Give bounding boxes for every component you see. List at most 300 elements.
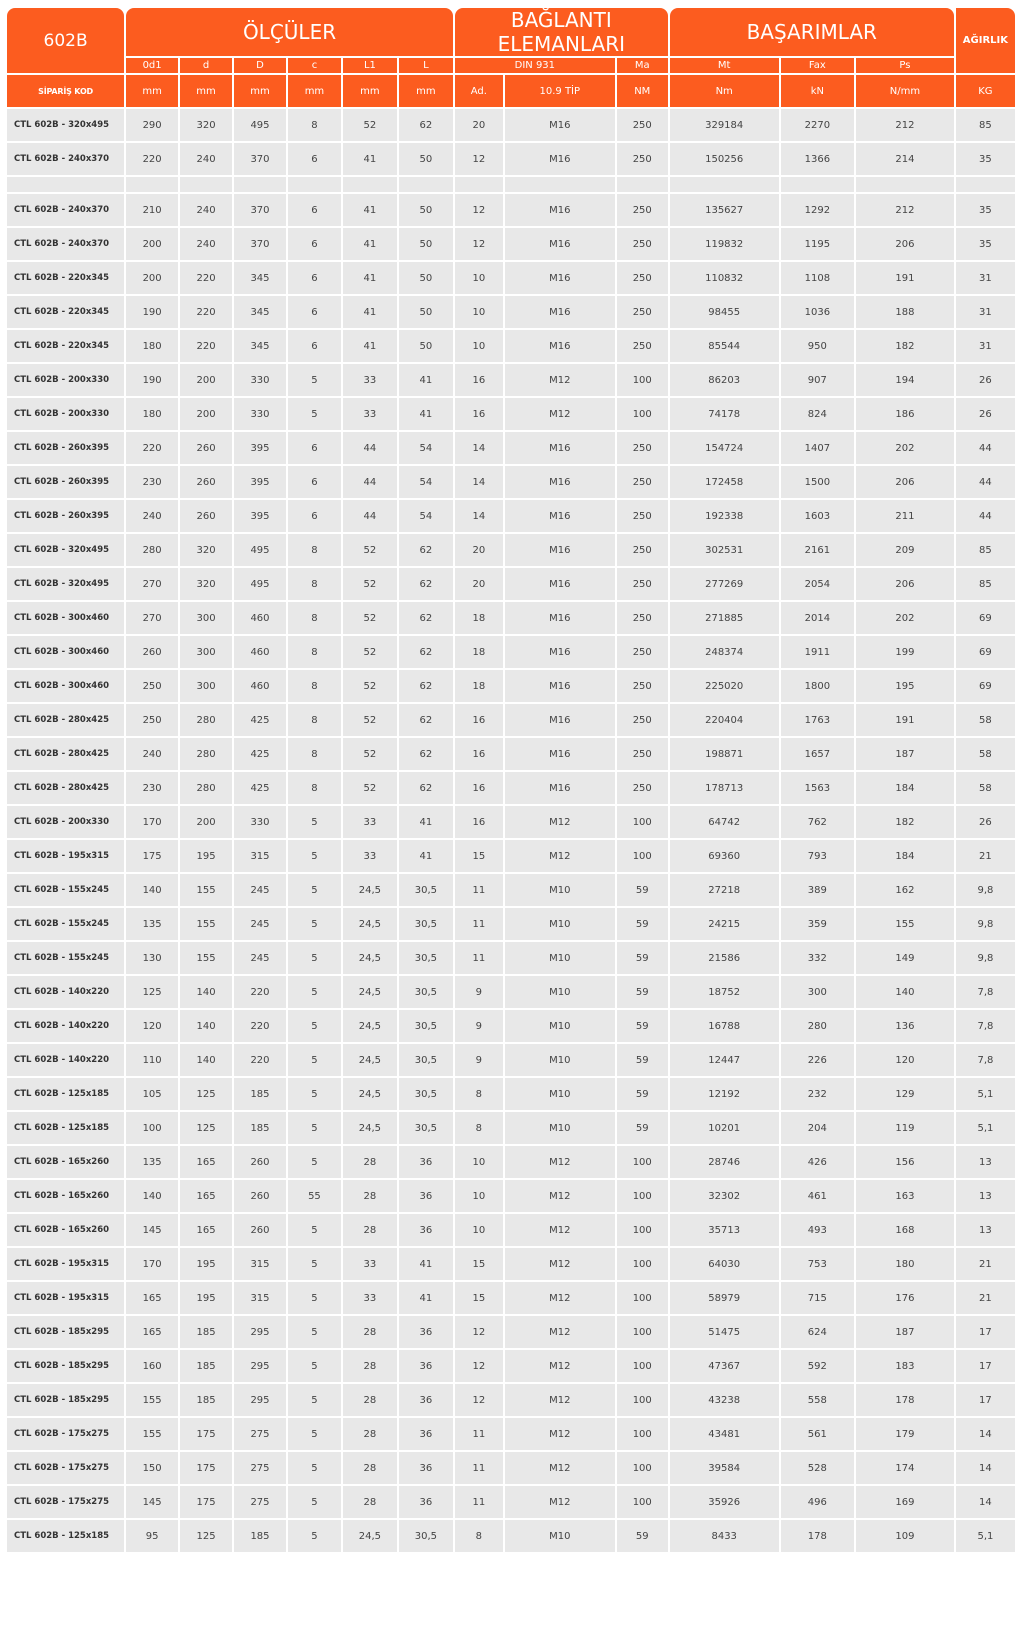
- cell-bolt-size: M16: [505, 109, 615, 141]
- cell-L1: 24,5: [343, 1078, 397, 1110]
- table-row: [7, 1180, 1015, 1212]
- cell-0d1: 175: [126, 840, 178, 872]
- cell-kg: 21: [956, 1248, 1015, 1280]
- table-row: [7, 177, 1015, 192]
- cell-Fax: 592: [781, 1350, 854, 1382]
- cell-D: 495: [234, 109, 286, 141]
- cell-c: 6: [288, 432, 341, 464]
- cell-Ma: 100: [617, 1350, 668, 1382]
- cell-d: 175: [180, 1452, 232, 1484]
- cell-bolt-size: M10: [505, 1520, 615, 1552]
- cell-siparis-kod: CTL 602B - 175x275: [7, 1486, 124, 1518]
- cell-kg: 85: [956, 568, 1015, 600]
- table-row: [7, 1214, 1015, 1246]
- group-basarimlar: BAŞARIMLAR: [670, 8, 954, 56]
- cell-kg: 44: [956, 500, 1015, 532]
- cell-bolt-size: M12: [505, 398, 615, 430]
- cell-bolt-size: M16: [505, 636, 615, 668]
- cell-L1: 28: [343, 1350, 397, 1382]
- cell-kg: 21: [956, 1282, 1015, 1314]
- cell-L: 30,5: [399, 1112, 453, 1144]
- cell-Ma: 250: [617, 228, 668, 260]
- cell-Ps: 186: [856, 398, 954, 430]
- col-label-D: D: [234, 58, 286, 73]
- cell-Fax: 300: [781, 976, 854, 1008]
- table-row: [7, 1316, 1015, 1348]
- cell-L: 50: [399, 262, 453, 294]
- cell-d: 185: [180, 1316, 232, 1348]
- cell-L: 36: [399, 1180, 453, 1212]
- col-label-Ma: Ma: [617, 58, 668, 73]
- cell-siparis-kod: CTL 602B - 280x425: [7, 772, 124, 804]
- cell-c: [288, 177, 341, 192]
- cell-Mt: 21586: [670, 942, 779, 974]
- cell-L: 62: [399, 636, 453, 668]
- cell-siparis-kod: CTL 602B - 185x295: [7, 1350, 124, 1382]
- cell-Ps: 140: [856, 976, 954, 1008]
- cell-0d1: 125: [126, 976, 178, 1008]
- cell-c: 55: [288, 1180, 341, 1212]
- cell-Mt: 64030: [670, 1248, 779, 1280]
- cell-0d1: 210: [126, 194, 178, 226]
- cell-Ps: 163: [856, 1180, 954, 1212]
- cell-d: 165: [180, 1180, 232, 1212]
- cell-d: 280: [180, 772, 232, 804]
- cell-0d1: 145: [126, 1214, 178, 1246]
- cell-Ps: 199: [856, 636, 954, 668]
- cell-kg: 14: [956, 1418, 1015, 1450]
- cell-D: 295: [234, 1384, 286, 1416]
- cell-ad: 14: [455, 500, 503, 532]
- cell-bolt-size: M10: [505, 1044, 615, 1076]
- cell-Mt: 12447: [670, 1044, 779, 1076]
- cell-bolt-size: M12: [505, 364, 615, 396]
- cell-Mt: 64742: [670, 806, 779, 838]
- table-row: [7, 942, 1015, 974]
- cell-ad: 10: [455, 330, 503, 362]
- table-row: [7, 398, 1015, 430]
- cell-kg: [956, 177, 1015, 192]
- cell-ad: 11: [455, 874, 503, 906]
- cell-bolt-size: M12: [505, 1384, 615, 1416]
- cell-siparis-kod: CTL 602B - 240x370: [7, 143, 124, 175]
- cell-D: 185: [234, 1112, 286, 1144]
- cell-ad: 18: [455, 670, 503, 702]
- cell-c: 8: [288, 636, 341, 668]
- cell-siparis-kod: CTL 602B - 200x330: [7, 398, 124, 430]
- spec-table-container: [7, 8, 1019, 1554]
- cell-Ma: 250: [617, 534, 668, 566]
- cell-Ps: 187: [856, 738, 954, 770]
- cell-Mt: 98455: [670, 296, 779, 328]
- cell-Ps: 184: [856, 840, 954, 872]
- cell-ad: 8: [455, 1520, 503, 1552]
- cell-bolt-size: M10: [505, 1112, 615, 1144]
- cell-Fax: 426: [781, 1146, 854, 1178]
- cell-L1: 41: [343, 330, 397, 362]
- cell-siparis-kod: CTL 602B - 200x330: [7, 364, 124, 396]
- table-row: [7, 670, 1015, 702]
- cell-ad: 11: [455, 942, 503, 974]
- cell-L1: 41: [343, 194, 397, 226]
- cell-ad: 10: [455, 1146, 503, 1178]
- cell-Ps: 183: [856, 1350, 954, 1382]
- cell-Fax: 950: [781, 330, 854, 362]
- cell-0d1: 180: [126, 398, 178, 430]
- cell-Fax: 2270: [781, 109, 854, 141]
- cell-d: 175: [180, 1418, 232, 1450]
- cell-bolt-size: M12: [505, 1486, 615, 1518]
- cell-Ps: 191: [856, 262, 954, 294]
- cell-kg: 7,8: [956, 1010, 1015, 1042]
- cell-kg: 69: [956, 636, 1015, 668]
- cell-c: 6: [288, 194, 341, 226]
- cell-kg: 13: [956, 1214, 1015, 1246]
- cell-0d1: 250: [126, 704, 178, 736]
- cell-Ma: 59: [617, 908, 668, 940]
- cell-0d1: 165: [126, 1316, 178, 1348]
- cell-Mt: 150256: [670, 143, 779, 175]
- cell-Ma: 59: [617, 976, 668, 1008]
- cell-Ma: 250: [617, 704, 668, 736]
- table-row: [7, 432, 1015, 464]
- cell-L: 41: [399, 806, 453, 838]
- cell-0d1: 290: [126, 109, 178, 141]
- col-label-L1: L1: [343, 58, 397, 73]
- cell-L1: 41: [343, 228, 397, 260]
- cell-Fax: 232: [781, 1078, 854, 1110]
- cell-L: 62: [399, 109, 453, 141]
- cell-Fax: 624: [781, 1316, 854, 1348]
- cell-c: 5: [288, 1384, 341, 1416]
- cell-D: 425: [234, 704, 286, 736]
- cell-L: 36: [399, 1316, 453, 1348]
- cell-Fax: 1563: [781, 772, 854, 804]
- cell-kg: 9,8: [956, 908, 1015, 940]
- cell-kg: 21: [956, 840, 1015, 872]
- cell-d: 260: [180, 500, 232, 532]
- spec-table: [5, 6, 1017, 1554]
- cell-L: 41: [399, 364, 453, 396]
- cell-c: 5: [288, 1350, 341, 1382]
- unit-Fax: kN: [781, 75, 854, 107]
- table-row: [7, 1520, 1015, 1552]
- cell-d: [180, 177, 232, 192]
- cell-Mt: 86203: [670, 364, 779, 396]
- cell-L: 36: [399, 1384, 453, 1416]
- unit-Mt: Nm: [670, 75, 779, 107]
- cell-0d1: 150: [126, 1452, 178, 1484]
- cell-kg: 31: [956, 296, 1015, 328]
- cell-Ma: 100: [617, 1146, 668, 1178]
- cell-c: 5: [288, 908, 341, 940]
- cell-d: 195: [180, 1248, 232, 1280]
- unit-ad: Ad.: [455, 75, 503, 107]
- cell-0d1: 190: [126, 296, 178, 328]
- cell-d: 300: [180, 636, 232, 668]
- cell-siparis-kod: CTL 602B - 220x345: [7, 296, 124, 328]
- cell-Mt: 24215: [670, 908, 779, 940]
- table-row: [7, 1384, 1015, 1416]
- cell-d: 320: [180, 109, 232, 141]
- cell-d: 165: [180, 1146, 232, 1178]
- cell-L1: 28: [343, 1384, 397, 1416]
- cell-bolt-size: M16: [505, 534, 615, 566]
- col-label-Ps: Ps: [856, 58, 954, 73]
- cell-c: 8: [288, 109, 341, 141]
- cell-c: 5: [288, 840, 341, 872]
- cell-kg: 26: [956, 806, 1015, 838]
- cell-ad: 16: [455, 806, 503, 838]
- cell-D: 330: [234, 398, 286, 430]
- cell-siparis-kod: CTL 602B - 300x460: [7, 670, 124, 702]
- cell-Fax: 1763: [781, 704, 854, 736]
- cell-ad: 10: [455, 1214, 503, 1246]
- cell-Ma: 100: [617, 364, 668, 396]
- cell-c: 8: [288, 534, 341, 566]
- cell-Ma: 100: [617, 1452, 668, 1484]
- header-sub-row: [7, 58, 1015, 73]
- table-row: [7, 976, 1015, 1008]
- cell-L1: 41: [343, 262, 397, 294]
- cell-Ps: 209: [856, 534, 954, 566]
- cell-d: 200: [180, 364, 232, 396]
- cell-ad: 16: [455, 704, 503, 736]
- cell-siparis-kod: CTL 602B - 300x460: [7, 602, 124, 634]
- cell-Mt: 16788: [670, 1010, 779, 1042]
- cell-ad: 18: [455, 602, 503, 634]
- cell-ad: 12: [455, 228, 503, 260]
- cell-Ps: 136: [856, 1010, 954, 1042]
- cell-0d1: 165: [126, 1282, 178, 1314]
- unit-L: mm: [399, 75, 453, 107]
- group-olculer: ÖLÇÜLER: [126, 8, 453, 56]
- table-row: [7, 1486, 1015, 1518]
- col-label-Fax: Fax: [781, 58, 854, 73]
- cell-kg: 9,8: [956, 942, 1015, 974]
- cell-d: 195: [180, 840, 232, 872]
- table-row: [7, 1282, 1015, 1314]
- cell-bolt-size: M16: [505, 568, 615, 600]
- cell-kg: 14: [956, 1452, 1015, 1484]
- cell-L1: 52: [343, 670, 397, 702]
- cell-c: 5: [288, 1452, 341, 1484]
- cell-0d1: 280: [126, 534, 178, 566]
- cell-Fax: 753: [781, 1248, 854, 1280]
- cell-D: 315: [234, 840, 286, 872]
- cell-Fax: 1036: [781, 296, 854, 328]
- cell-kg: 44: [956, 432, 1015, 464]
- cell-d: 320: [180, 534, 232, 566]
- cell-Ps: 214: [856, 143, 954, 175]
- cell-Ma: 250: [617, 500, 668, 532]
- cell-0d1: 190: [126, 364, 178, 396]
- cell-Fax: 359: [781, 908, 854, 940]
- cell-0d1: 180: [126, 330, 178, 362]
- cell-ad: [455, 177, 503, 192]
- cell-siparis-kod: CTL 602B - 280x425: [7, 704, 124, 736]
- cell-Fax: 2014: [781, 602, 854, 634]
- cell-Mt: 192338: [670, 500, 779, 532]
- cell-Mt: [670, 177, 779, 192]
- cell-L: 50: [399, 330, 453, 362]
- cell-0d1: 110: [126, 1044, 178, 1076]
- cell-0d1: 230: [126, 466, 178, 498]
- cell-ad: 9: [455, 1010, 503, 1042]
- cell-Ma: 250: [617, 466, 668, 498]
- cell-bolt-size: M12: [505, 1316, 615, 1348]
- cell-D: 220: [234, 1010, 286, 1042]
- cell-Ma: 100: [617, 1282, 668, 1314]
- cell-L: 62: [399, 738, 453, 770]
- cell-bolt-size: M10: [505, 976, 615, 1008]
- cell-Ma: 250: [617, 772, 668, 804]
- cell-D: 345: [234, 330, 286, 362]
- cell-c: 6: [288, 330, 341, 362]
- cell-ad: 15: [455, 1248, 503, 1280]
- cell-D: 345: [234, 296, 286, 328]
- cell-Fax: 762: [781, 806, 854, 838]
- unit-bolt-grade: 10.9 TİP: [505, 75, 615, 107]
- cell-D: 315: [234, 1282, 286, 1314]
- cell-ad: 15: [455, 1282, 503, 1314]
- cell-ad: 10: [455, 1180, 503, 1212]
- cell-d: 155: [180, 942, 232, 974]
- cell-Mt: 39584: [670, 1452, 779, 1484]
- cell-L: 41: [399, 840, 453, 872]
- cell-L: 30,5: [399, 908, 453, 940]
- cell-kg: 58: [956, 772, 1015, 804]
- cell-0d1: 130: [126, 942, 178, 974]
- unit-c: mm: [288, 75, 341, 107]
- cell-c: 5: [288, 1214, 341, 1246]
- cell-siparis-kod: CTL 602B - 155x245: [7, 874, 124, 906]
- cell-Ps: 202: [856, 432, 954, 464]
- cell-0d1: 170: [126, 806, 178, 838]
- cell-L: 62: [399, 670, 453, 702]
- cell-Mt: 69360: [670, 840, 779, 872]
- cell-0d1: 260: [126, 636, 178, 668]
- table-row: [7, 1418, 1015, 1450]
- cell-siparis-kod: CTL 602B - 220x345: [7, 330, 124, 362]
- cell-Mt: 154724: [670, 432, 779, 464]
- cell-Ps: 176: [856, 1282, 954, 1314]
- table-row: [7, 1112, 1015, 1144]
- cell-c: 8: [288, 568, 341, 600]
- cell-ad: 12: [455, 143, 503, 175]
- cell-L1: 28: [343, 1146, 397, 1178]
- cell-d: 125: [180, 1520, 232, 1552]
- cell-D: 460: [234, 602, 286, 634]
- cell-Fax: 561: [781, 1418, 854, 1450]
- cell-siparis-kod: CTL 602B - 280x425: [7, 738, 124, 770]
- cell-bolt-size: M16: [505, 296, 615, 328]
- cell-L1: 28: [343, 1418, 397, 1450]
- cell-ad: 8: [455, 1112, 503, 1144]
- cell-L1: 41: [343, 143, 397, 175]
- cell-0d1: 140: [126, 1180, 178, 1212]
- cell-Ma: 59: [617, 1078, 668, 1110]
- cell-0d1: 240: [126, 738, 178, 770]
- cell-0d1: 200: [126, 228, 178, 260]
- cell-kg: 35: [956, 143, 1015, 175]
- cell-L: 50: [399, 296, 453, 328]
- cell-Fax: 1366: [781, 143, 854, 175]
- cell-siparis-kod: CTL 602B - 195x315: [7, 1282, 124, 1314]
- cell-ad: 16: [455, 398, 503, 430]
- cell-c: 6: [288, 466, 341, 498]
- cell-D: 330: [234, 806, 286, 838]
- cell-ad: 16: [455, 738, 503, 770]
- cell-Ma: 59: [617, 1044, 668, 1076]
- cell-siparis-kod: CTL 602B - 220x345: [7, 262, 124, 294]
- header-unit-row: [7, 75, 1015, 107]
- cell-L: 54: [399, 500, 453, 532]
- cell-Ps: 188: [856, 296, 954, 328]
- col-siparis-kod: SİPARİŞ KOD: [7, 75, 124, 107]
- cell-siparis-kod: CTL 602B - 125x185: [7, 1520, 124, 1552]
- col-label-L: L: [399, 58, 453, 73]
- cell-Ps: 119: [856, 1112, 954, 1144]
- cell-Ma: 250: [617, 602, 668, 634]
- unit-Ps: N/mm: [856, 75, 954, 107]
- cell-c: 5: [288, 1282, 341, 1314]
- cell-ad: 16: [455, 364, 503, 396]
- cell-0d1: 155: [126, 1418, 178, 1450]
- cell-ad: 8: [455, 1078, 503, 1110]
- cell-Ps: 184: [856, 772, 954, 804]
- header-group-row: [7, 8, 1015, 56]
- cell-Fax: 1603: [781, 500, 854, 532]
- cell-Ps: 162: [856, 874, 954, 906]
- table-row: [7, 840, 1015, 872]
- cell-ad: 18: [455, 636, 503, 668]
- cell-D: 260: [234, 1180, 286, 1212]
- cell-bolt-size: M12: [505, 1214, 615, 1246]
- cell-Ps: 202: [856, 602, 954, 634]
- cell-L: 30,5: [399, 976, 453, 1008]
- cell-Ma: 59: [617, 942, 668, 974]
- cell-bolt-size: M12: [505, 1282, 615, 1314]
- cell-d: 260: [180, 466, 232, 498]
- cell-0d1: 140: [126, 874, 178, 906]
- cell-siparis-kod: CTL 602B - 320x495: [7, 109, 124, 141]
- cell-L1: 52: [343, 738, 397, 770]
- cell-ad: 12: [455, 1350, 503, 1382]
- cell-d: 220: [180, 330, 232, 362]
- cell-D: 295: [234, 1316, 286, 1348]
- cell-siparis-kod: CTL 602B - 240x370: [7, 228, 124, 260]
- cell-kg: 58: [956, 738, 1015, 770]
- cell-Mt: 329184: [670, 109, 779, 141]
- table-row: [7, 636, 1015, 668]
- cell-bolt-size: M16: [505, 228, 615, 260]
- cell-Ma: 100: [617, 1486, 668, 1518]
- cell-Ma: 250: [617, 738, 668, 770]
- cell-L1: 28: [343, 1452, 397, 1484]
- cell-Mt: 58979: [670, 1282, 779, 1314]
- cell-D: 275: [234, 1452, 286, 1484]
- cell-Ma: 100: [617, 1214, 668, 1246]
- cell-c: 6: [288, 228, 341, 260]
- cell-kg: 17: [956, 1316, 1015, 1348]
- cell-kg: 9,8: [956, 874, 1015, 906]
- unit-0d1: mm: [126, 75, 178, 107]
- cell-0d1: [126, 177, 178, 192]
- cell-c: 6: [288, 143, 341, 175]
- cell-Ma: 250: [617, 194, 668, 226]
- table-header: [7, 8, 1015, 107]
